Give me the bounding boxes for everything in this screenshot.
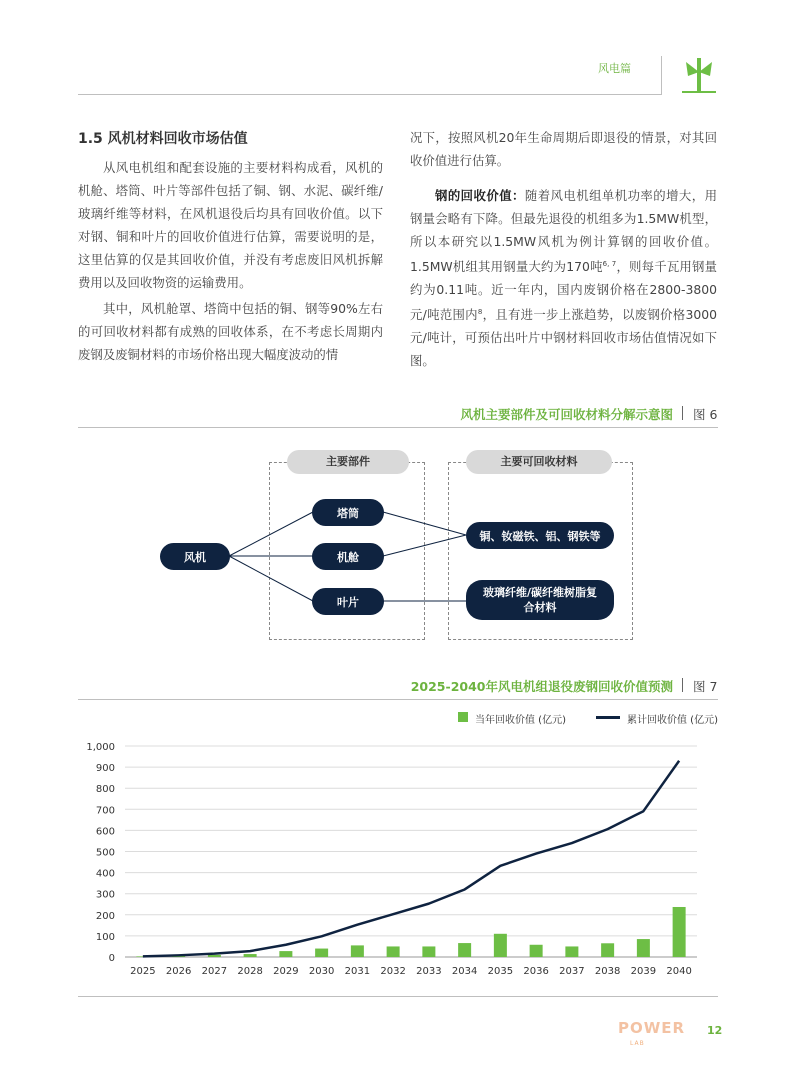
section-title: 1.5 风机材料回收市场估值 xyxy=(78,131,248,147)
bar xyxy=(601,943,614,957)
legend-bar-label: 当年回收价值 (亿元) xyxy=(475,715,566,726)
x-tick-label: 2039 xyxy=(630,966,657,977)
x-tick-label: 2028 xyxy=(237,966,263,977)
bar xyxy=(387,946,400,957)
node-blade: 叶片 xyxy=(312,588,384,615)
steel-text-b: ，则每千瓦用钢量约为0.11吨。近一年内，国内废钢价格在2800-3800元/吨范围内 xyxy=(410,259,717,323)
bar xyxy=(279,951,292,957)
footnote-ref: 6, 7 xyxy=(602,260,617,268)
steel-value-heading: 钢的回收价值： xyxy=(435,188,525,203)
right-paragraph-1: 况下，按照风机20年生命周期后即退役的情景，对其回收价值进行估算。 xyxy=(410,130,717,168)
x-tick-label: 2027 xyxy=(201,966,228,977)
steel-text-a: 随着风电机组单机功率的增大，用钢量会略有下降。但最先退役的机组多为1.5MW机型，所以本研究以1.5MW风机为例计算钢的回收价值。1.5MW机组其用钢量大约为170吨 xyxy=(410,188,718,275)
bar xyxy=(673,907,686,957)
bar xyxy=(244,954,257,957)
bar xyxy=(458,943,471,957)
bar xyxy=(315,949,328,957)
y-tick-label: 1,000 xyxy=(86,742,115,753)
x-tick-label: 2026 xyxy=(165,966,192,977)
figure6-number: 图 6 xyxy=(693,407,718,422)
header-section-label: 风电篇 xyxy=(598,62,631,75)
steel-text-c: ，且有进一步上涨趋势，以废钢价格3000元/吨计，可预估出叶片中钢材料回收市场估值情况如下图。 xyxy=(410,307,717,369)
y-tick-label: 600 xyxy=(95,826,115,838)
components-group-label: 主要部件 xyxy=(287,450,409,474)
bar xyxy=(208,955,221,957)
y-tick-label: 900 xyxy=(95,763,115,775)
materials-group-label: 主要可回收材料 xyxy=(466,450,612,474)
x-tick-label: 2040 xyxy=(666,966,692,977)
y-tick-label: 100 xyxy=(95,931,115,943)
bar xyxy=(494,934,507,957)
y-tick-label: 0 xyxy=(108,953,115,964)
bar xyxy=(351,945,364,957)
node-metals: 铜、钕磁铁、铝、钢铁等 xyxy=(466,522,614,549)
page-number: 12 xyxy=(707,1024,723,1037)
x-tick-label: 2037 xyxy=(559,966,585,977)
footnote-ref: 8 xyxy=(477,308,483,317)
cumulative-line xyxy=(143,761,679,957)
x-tick-label: 2034 xyxy=(451,966,478,977)
x-tick-label: 2025 xyxy=(130,966,156,977)
x-tick-label: 2038 xyxy=(594,966,621,977)
bar xyxy=(637,939,650,957)
bar xyxy=(565,946,578,957)
x-tick-label: 2036 xyxy=(523,966,549,977)
y-tick-label: 400 xyxy=(95,868,115,880)
left-paragraph-2: 其中，风机舱罩、塔筒中包括的铜、钢等90%左右的可回收材料都有成熟的回收体系，在不考虑长周期内废钢及废铜材料的市场价格出现大幅度波动的情 xyxy=(78,301,383,362)
y-tick-label: 200 xyxy=(95,910,115,922)
x-tick-label: 2029 xyxy=(273,966,299,977)
y-tick-label: 700 xyxy=(95,805,115,817)
legend-line-label: 累计回收价值 (亿元) xyxy=(627,715,718,726)
figure7-bottom-rule xyxy=(78,996,718,997)
y-tick-label: 500 xyxy=(95,847,115,859)
powerlab-logo: POWER xyxy=(618,1019,686,1037)
x-tick-label: 2032 xyxy=(380,966,406,977)
x-tick-label: 2035 xyxy=(487,966,514,977)
x-tick-label: 2031 xyxy=(344,966,371,977)
figure6-title: 风机主要部件及可回收材料分解示意图 xyxy=(460,407,673,422)
figure7-number: 图 7 xyxy=(693,679,718,694)
bar xyxy=(530,945,543,957)
composites-line-2: 合材料 xyxy=(523,601,557,614)
x-tick-label: 2030 xyxy=(308,966,335,977)
node-tower: 塔筒 xyxy=(312,499,384,526)
node-nacelle: 机舱 xyxy=(312,543,384,570)
composites-line-1: 玻璃纤维/碳纤维树脂复 xyxy=(482,586,598,599)
powerlab-logo-sub: LAB xyxy=(630,1040,645,1047)
left-paragraph-1: 从风电机组和配套设施的主要材料构成看，风机的机舱、塔筒、叶片等部件包括了铜、钢、水泥、碳纤维/玻璃纤维等材料，在风机退役后均具有回收价值。以下对钢、铜和叶片的回收价值进行估算，需要说明的是，这里估算的仅是其回收价值，并没有考虑废旧风机拆解费用以及回收物资的运输费用。 xyxy=(78,160,383,290)
figure7-title: 2025-2040年风电机组退役废钢回收价值预测 xyxy=(410,679,673,694)
x-tick-label: 2033 xyxy=(416,966,442,977)
node-wind-turbine: 风机 xyxy=(160,543,230,570)
y-tick-label: 800 xyxy=(95,784,115,796)
bar xyxy=(422,946,435,957)
y-tick-label: 300 xyxy=(95,889,115,901)
